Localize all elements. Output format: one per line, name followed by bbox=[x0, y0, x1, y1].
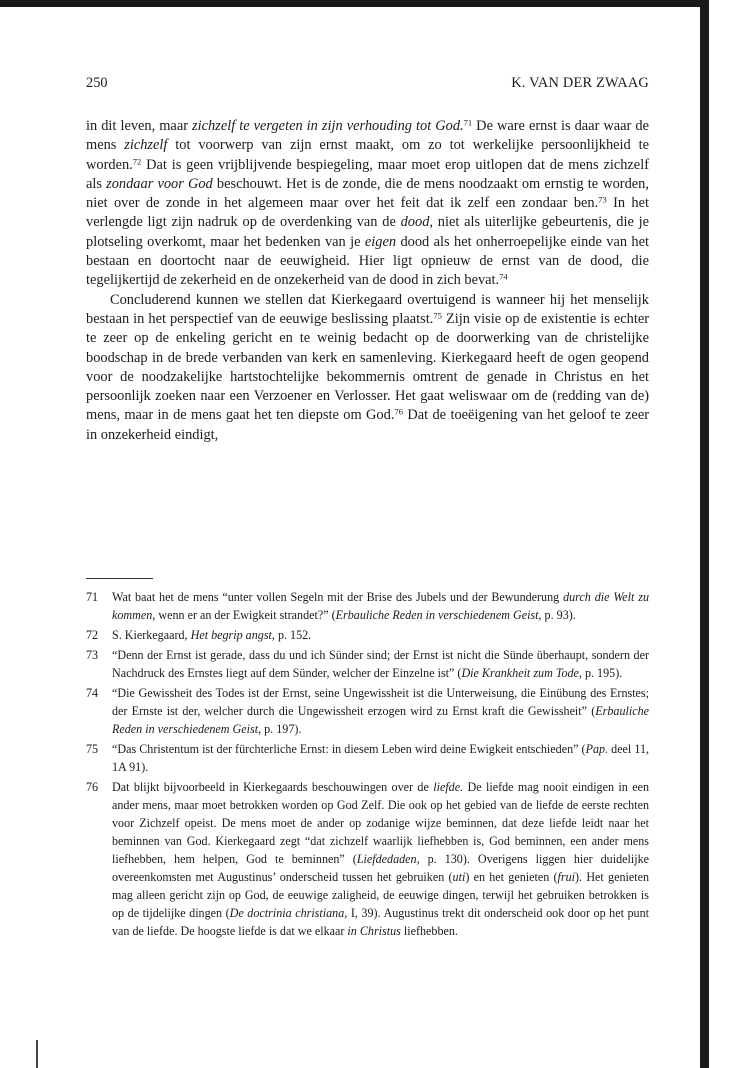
footnote-number: 73 bbox=[86, 648, 99, 663]
main-text bbox=[86, 117, 649, 445]
running-head: K. VAN DER ZWAAG bbox=[511, 75, 649, 91]
footnote-76: 76 Dat blijkt bijvoorbeeld in Kierkegaards beschouwingen over de liefde. De liefde mag nooit eindigen in een ander mens, maar moet betrokken worden op God Zelf. Die ook op het gebied van de liefde de eerste rechten voor Zichzelf opeist. De mens moet de ander op zodanige wijze beminnen, dat deze liefde leidt naar het beminnen van God. Kierkegaard zegt “dat zichzelf waarlijk liefhebben is, God beminnen, een ander mens liefhebben, hem helpen, God te beminnen” (Liefdedaden, p. 130). Overigens liggen hier duidelijke overeenkomsten met Augustinus’ onderscheid tussen het gebruiken (uti) en het genieten (frui). Het genieten mag alleen gericht zijn op God, de eeuwige zaligheid, de eeuwige dingen, terwijl het gebruiken betrokken is op de tijdelijke dingen (De doctrinia christiana, I, 39). Augustinus trekt dit onderscheid ook door op het punt van de liefde. De hoogste liefde is dat we elkaar in Christus liefhebben. bbox=[86, 780, 649, 939]
scan-border-right bbox=[700, 0, 709, 1068]
footnote-number: 72 bbox=[86, 628, 99, 643]
footnote-71: 71 Wat baat het de mens “unter vollen Segeln mit der Brise des Jubels und der Bewunderung durch die Welt zu kommen, wenn er an der Ewigkeit strandet?” (Erbauliche Reden in verschiedenem Geist, p. 93). bbox=[86, 590, 649, 622]
footnote-74: 74 “Die Gewissheit des Todes ist der Ernst, seine Ungewissheit ist die Unterweisung, die Einübung des Ernstes; der Ernste ist der, welcher durch die Ungewissheit erzogen wird zu Ernst kraft die Gewissheit” (Erbauliche Reden in verschiedenem Geist, p. 197). bbox=[86, 686, 649, 737]
footnotes bbox=[86, 588, 649, 943]
footnote-ref-76: 76 bbox=[394, 406, 403, 417]
footnote-number: 74 bbox=[86, 686, 99, 701]
footnote-number: 71 bbox=[86, 590, 99, 604]
page-header bbox=[86, 73, 649, 93]
footnote-72: 72 S. Kierkegaard, Het begrip angst, p. 152. bbox=[86, 628, 312, 643]
paragraph-2: Concluderend kunnen we stellen dat Kierkegaard overtuigend is wanneer hij het menselijk bestaan in het perspectief van de eeuwige beslissing plaatst.$^{75}$ Zijn visie op de existentie is echter te zeer op de enkeling gericht en te weinig bedacht op de doorwerking van de christelijke boodschap in de brede verbanden van kerk en samenleving. Kierkegaard heeft de ogen geopend voor de noodzakelijke hartstochtelijke bekommernis omtrent de genade in Christus en het persoonlijk zoeken naar een Verzoener en Verlosser. Het gaat weliswaar om de (redding van de) mens, maar in de mens gaat het ten diepste om God.$^{76}$ Dat de toeëigening van het geloof te zeer in onzekerheid eindigt, bbox=[86, 291, 650, 443]
paragraph-1: in dit leven, maar zichzelf te vergeten in zijn verhouding tot God.$^{71}$ De ware ernst is daar waar de mens zichzelf tot voorwerp van zijn ernst maakt, om zo tot werkelijke persoonlijkheid te worden.$^{72}$ Dat is geen vrijblijvende bespiegeling, maar moet erop uitlopen dat de mens zichzelf als zondaar voor God beschouwt. Het is de zonde, die de mens noodzaakt om ernstig te worden, niet over de zonde in het algemeen maar over het feit dat ik zelf een zondaar ben.$^{73}$ In het verlengde ligt zijn nadruk op de overdenking van de dood, niet als uiterlijke gebeurtenis, die je plotseling overkomt, maar het bedenken van je eigen dood als het onherroepelijke einde van het bestaan en doortocht naar de eeuwigheid. Hier ligt opnieuw de ernst van de dood, die tegelijkertijd de zekerheid en de onzekerheid van de dood in zich bevat.$^{74}$ bbox=[86, 117, 650, 289]
footnote-ref-74: 74 bbox=[499, 271, 508, 282]
footnote-separator bbox=[86, 578, 153, 579]
footnote-number: 75 bbox=[86, 742, 99, 757]
scan-border-top bbox=[0, 0, 706, 7]
footnote-75: 75 “Das Christentum ist der fürchterliche Ernst: in diesem Leben wird deine Ewigkeit entschieden” (Pap. deel 11, 1A 91). bbox=[86, 742, 650, 775]
scan-border-left bbox=[36, 1040, 38, 1068]
footnote-ref-72: 72 bbox=[132, 156, 142, 167]
footnote-73: 73 “Denn der Ernst ist gerade, dass du und ich Sünder sind; der Ernst ist nicht die Sünde überhaupt, sondern der Nachdruck des Ernstes liegt auf dem Sünder, welcher der Einzelne ist” (Die Krankheit zum Tode, p. 195). bbox=[86, 648, 649, 681]
footnote-number: 76 bbox=[86, 780, 99, 795]
footnote-ref-75: 75 bbox=[433, 310, 442, 321]
page-number: 250 bbox=[86, 75, 108, 91]
footnote-ref-71: 71 bbox=[463, 117, 473, 128]
footnote-ref-73: 73 bbox=[598, 194, 607, 205]
